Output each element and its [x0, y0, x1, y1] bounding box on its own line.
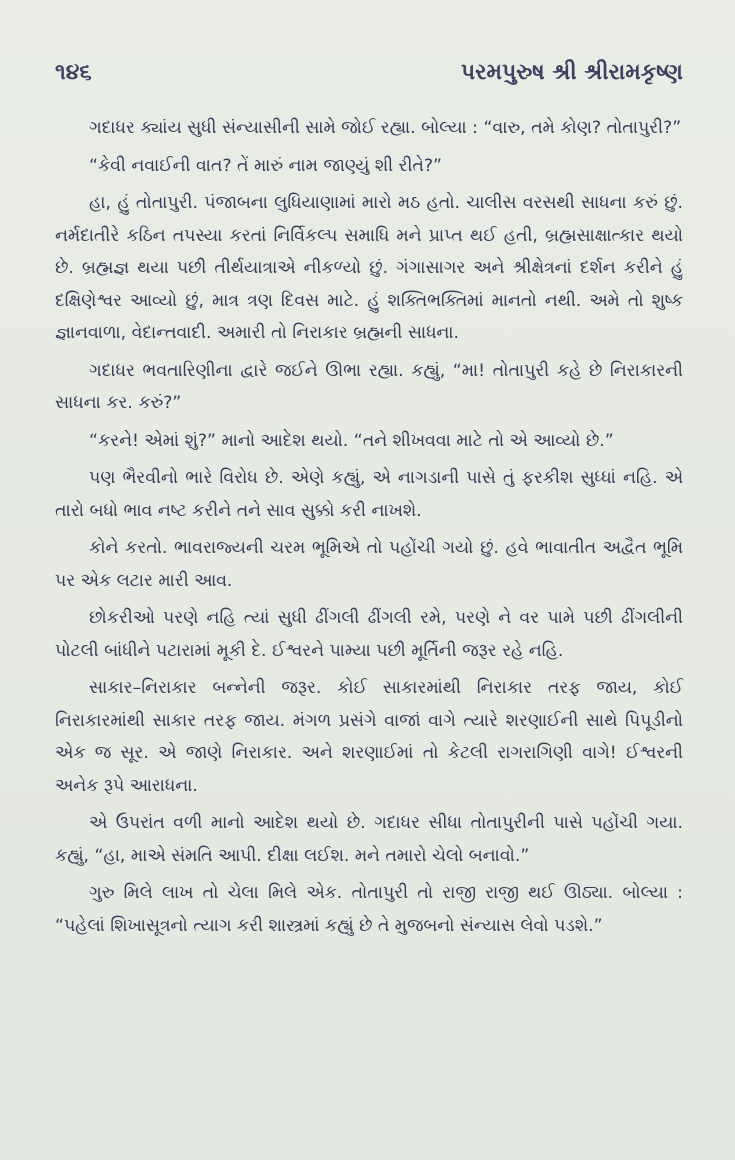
paragraph: હા, હું તોતાપુરી. પંજાબના લુધિયાણામાં મારો મઠ હતો. ચાલીસ વરસથી સાધના કરું છું. નર્મદાતીરે કઠિન તપસ્યા કરતાં નિર્વિકલ્પ સમાધિ મને પ્રાપ્ત થઈ હતી, બ્રહ્મસાક્ષાત્કાર થયો છે. બ્રહ્મજ્ઞ થયા પછી તીર્થયાત્રાએ નીકળ્યો છું. ગંગાસાગર અને શ્રીક્ષેત્રનાં દર્શન કરીને હું દક્ષિણેશ્વર આવ્યો છું, માત્ર ત્રણ દિવસ માટે. હું શક્તિભક્તિમાં માનતો નથી. અમે તો શુષ્ક જ્ઞાનવાળા, વેદાન્તવાદી. અમારી તો નિરાકાર બ્રહ્મની સાધના.: [55, 193, 683, 343]
paragraph: ગદાધર ભવતારિણીના દ્વારે જઈને ઊભા રહ્યા. કહ્યું, “મા! તોતાપુરી કહે છે નિરાકારની સાધના કર. કરું?”: [55, 360, 683, 413]
paragraph: “કરને! એમાં શું?” માનો આદેશ થયો. “તને શીખવવા માટે તો એ આવ્યો છે.”: [89, 430, 614, 451]
page-header: [55, 60, 683, 100]
paragraph: પણ ભૈરવીનો ભારે વિરોધ છે. એણે કહ્યું, એ નાગડાની પાસે તું ફરકીશ સુધ્ધાં નહિ. એ તારો બધો ભાવ નષ્ટ કરીને તને સાવ સુક્કો કરી નાખશે.: [55, 468, 683, 521]
paragraph: ગદાધર ક્યાંય સુધી સંન્યાસીની સામે જોઈ રહ્યા. બોલ્યા : “વારુ, તમે કોણ? તોતાપુરી?”: [89, 118, 682, 138]
paragraph: ગુરુ મિલે લાખ તો ચેલા મિલે એક. તોતાપુરી તો રાજી રાજી થઈ ઊઠ્યા. બોલ્યા : “પહેલાં શિખાસૂત્રનો ત્યાગ કરી શાસ્ત્રમાં કહ્યું છે તે મુજબનો સંન્યાસ લેવો પડશે.”: [55, 883, 683, 936]
running-title: પરમપુરુષ શ્રી શ્રીરામકૃષ્ણ: [460, 60, 683, 85]
paragraph: સાકાર–નિરાકાર બન્નેની જરૂર. કોઈ સાકારમાંથી નિરાકાર તરફ જાય, કોઈ નિરાકારમાંથી સાકાર તરફ જાય. મંગળ પ્રસંગે વાજાં વાગે ત્યારે શરણાઈની સાથે પિપૂડીનો એક જ સૂર. એ જાણે નિરાકાર. અને શરણાઈમાં તો કેટલી રાગરાગિણી વાગે! ઈશ્વરની અનેક રૂપે આરાધના.: [55, 678, 683, 796]
page-number: ૧૪૬: [55, 60, 92, 85]
paragraph: એ ઉપરાંત વળી માનો આદેશ થયો છે. ગદાધર સીધા તોતાપુરીની પાસે પહોંચી ગયા. કહ્યું, “હા, માએ સંમતિ આપી. દીક્ષા લઈશ. મને તમારો ચેલો બનાવો.”: [55, 813, 683, 866]
paragraph: “કેવી નવાઈની વાત? તેં મારું નામ જાણ્યું શી રીતે?”: [89, 155, 442, 176]
paragraph: કોને કરતો. ભાવરાજ્યની ચરમ ભૂમિએ તો પહોંચી ગયો છું. હવે ભાવાતીત અદ્વૈત ભૂમિ પર એક લટાર મારી આવ.: [55, 538, 683, 591]
paragraph: છોકરીઓ પરણે નહિ ત્યાં સુધી ઢીંગલી ઢીંગલી રમે, પરણે ને વર પામે પછી ઢીંગલીની પોટલી બાંધીને પટારામાં મૂકી દે. ઈશ્વરને પામ્યા પછી મૂર્તિની જરૂર રહે નહિ.: [55, 608, 683, 661]
body-text: [55, 112, 683, 947]
